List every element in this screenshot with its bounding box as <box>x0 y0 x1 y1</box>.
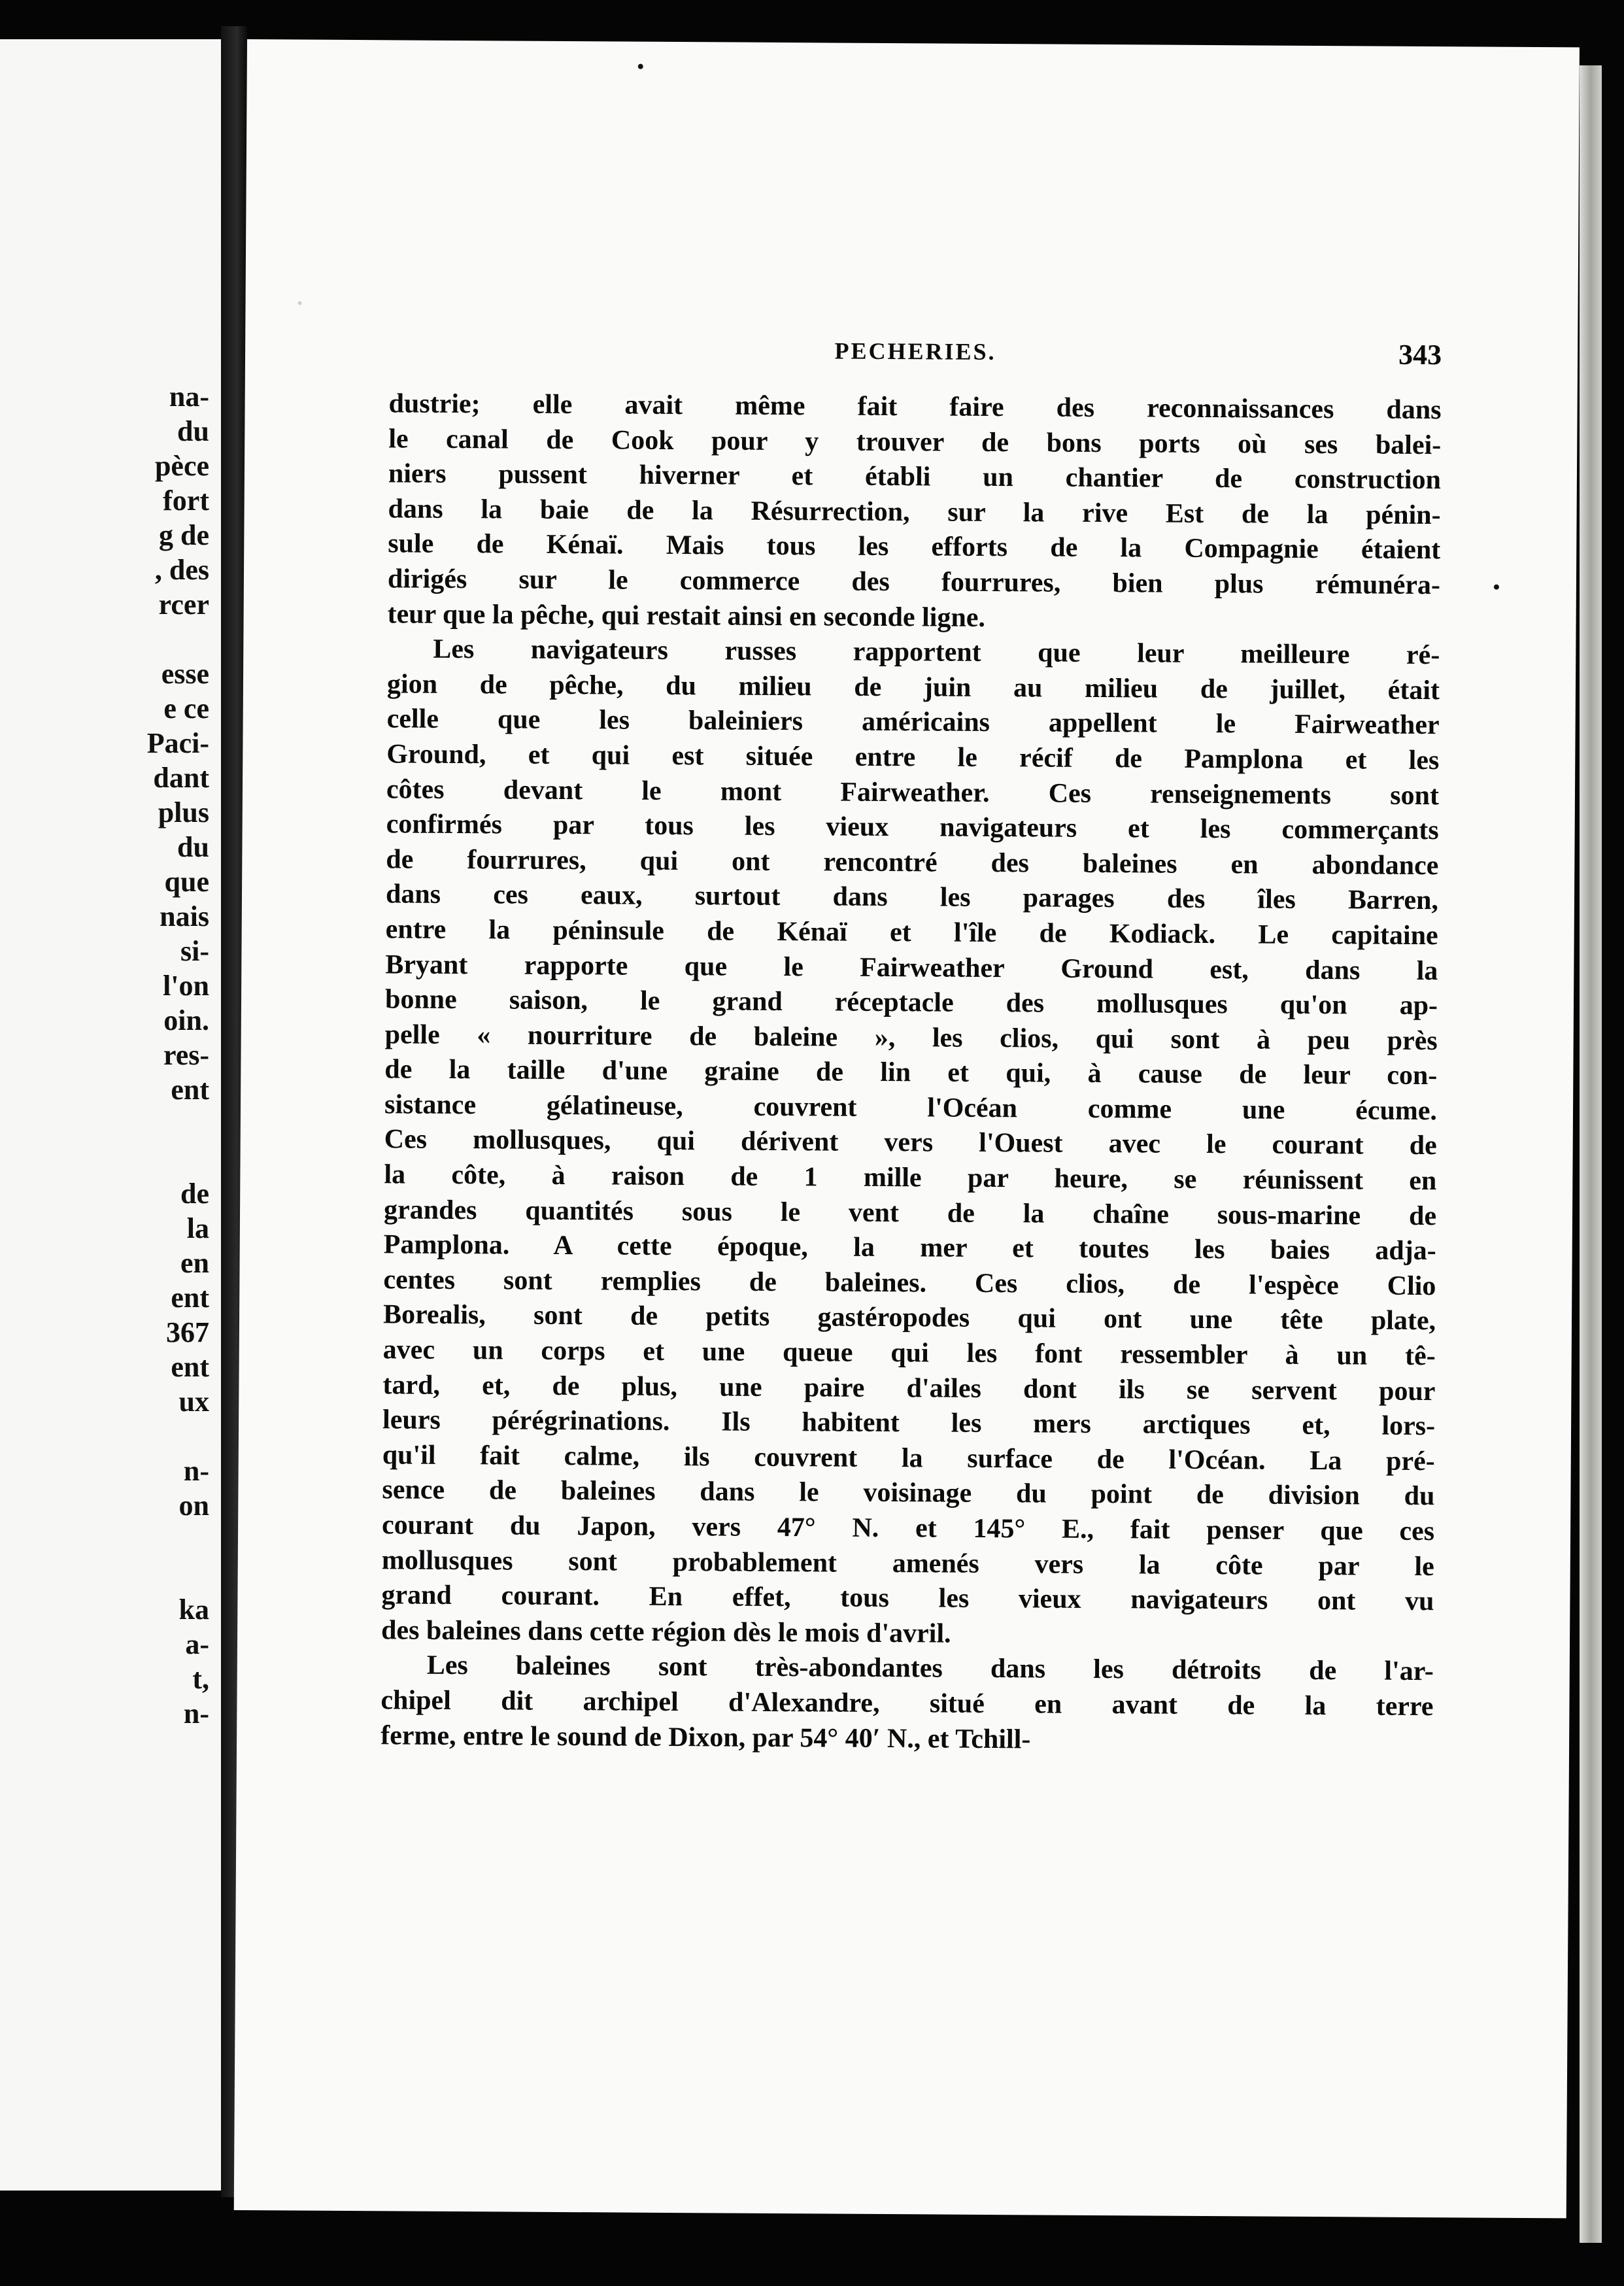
page-number: 343 <box>1398 338 1442 371</box>
text-line: de la taille d'une graine de lin et qui, à cause de leur con- <box>384 1054 1438 1091</box>
text-line: ferme, entre le sound de Dixon, par 54° 40′ N., et Tchill- <box>381 1720 1031 1754</box>
text-line: leurs pérégrinations. Ils habitent les mers arctiques et, lors- <box>382 1405 1436 1442</box>
text-line: gion de pêche, du milieu de juin au milieu de juillet, était <box>386 669 1440 706</box>
left-page-fragment: t, <box>192 1663 209 1695</box>
text-line: sule de Kénaï. Mais tous les efforts de la Compagnie étaient <box>388 528 1441 566</box>
text-line: celle que les baleiniers américains appellent le Fairweather <box>386 704 1440 741</box>
left-page-fragment <box>25 1419 221 1454</box>
left-page-fragment: esse <box>161 658 209 690</box>
text-line: courant du Japon, vers 47° N. et 145° E., fait penser que ces <box>381 1510 1435 1547</box>
left-page-fragment: si- <box>180 935 209 967</box>
ink-speck <box>1494 585 1499 590</box>
text-line: teur que la pêche, qui restait ainsi en seconde ligne. <box>387 598 986 633</box>
running-head-title: PECHERIES. <box>834 337 996 366</box>
text-line: dans ces eaux, surtout dans les parages des îles Barren, <box>385 879 1439 916</box>
body-text <box>381 386 1442 1760</box>
left-page-fragment: nais <box>160 900 209 932</box>
text-line: tard, et, de plus, une paire d'ailes dont ils se servent pour <box>382 1369 1436 1407</box>
left-page-fragment: ka <box>178 1594 209 1626</box>
left-page-fragment: Paci- <box>146 727 209 759</box>
text-line: centes sont remplies de baleines. Ces clios, de l'espèce Clio <box>383 1265 1436 1301</box>
left-page-fragment: e ce <box>163 692 209 725</box>
left-page-fragment: n- <box>183 1455 209 1487</box>
left-page-fragment: 367 <box>166 1316 209 1348</box>
left-page-fragment <box>25 1523 221 1558</box>
text-line: dirigés sur le commerce des fourrures, bien plus rémunéra- <box>387 564 1441 601</box>
paragraph <box>381 1648 1434 1760</box>
left-page-fragment: n- <box>183 1697 209 1730</box>
left-page-fragment: ux <box>178 1386 209 1418</box>
left-page-fragment <box>25 622 221 657</box>
left-page-fragment: du <box>177 415 209 447</box>
left-page-fragment: a- <box>185 1628 209 1660</box>
left-page-fragment: en <box>180 1247 209 1279</box>
left-page-fragment: , des <box>154 554 209 586</box>
text-line: entre la péninsule de Kénaï et l'île de Kodiack. Le capitaine <box>385 914 1438 951</box>
text-line: Borealis, sont de petits gastéropodes qui ont une tête plate, <box>382 1299 1436 1337</box>
left-page-fragment: ent <box>171 1074 209 1106</box>
text-line: Ground, et qui est située entre le récif de Pamplona et les <box>386 739 1440 776</box>
text-line: confirmés par tous les vieux navigateurs et les commerçants <box>386 809 1439 846</box>
text-line: qu'il fait calme, ils couvrent la surface de l'Océan. La pré- <box>382 1440 1435 1476</box>
text-line: bonne saison, le grand réceptacle des mollusques qu'on ap- <box>384 984 1438 1021</box>
left-page-fragment <box>25 1558 221 1592</box>
left-page-fragment: la <box>186 1212 209 1244</box>
running-head <box>389 334 1442 393</box>
text-line: sence de baleines dans le voisinage du point de division du <box>382 1475 1435 1512</box>
left-page-fragment: fort <box>163 485 209 517</box>
left-page <box>0 39 221 2191</box>
left-page-fragment: pèce <box>154 450 209 482</box>
left-page-fragment: que <box>164 866 209 898</box>
text-line: dustrie; elle avait même fait faire des reconnaissances dans <box>388 388 1442 426</box>
left-page-fragment: de <box>180 1178 209 1210</box>
text-line: Les baleines sont très-abondantes dans les détroits de l'ar- <box>426 1650 1434 1687</box>
text-line: côtes devant le mont Fairweather. Ces renseignements sont <box>386 774 1440 811</box>
right-page <box>234 39 1580 2218</box>
left-page-fragment: ent <box>171 1351 209 1383</box>
text-line: chipel dit archipel d'Alexandre, situé en avant de la terre <box>381 1685 1434 1722</box>
paper-speck <box>298 301 302 305</box>
left-page-fragment: l'on <box>163 970 209 1002</box>
page-edge <box>1580 65 1602 2243</box>
text-line: mollusques sont probablement amenés vers la côte par le <box>381 1544 1434 1582</box>
text-line: de fourrures, qui ont rencontré des baleines en abondance <box>386 844 1439 881</box>
text-line: avec un corps et une queue qui les font ressembler à un tê- <box>382 1335 1436 1372</box>
left-page-fragment: dant <box>153 762 209 794</box>
left-page-fragment <box>25 1142 221 1176</box>
ink-speck <box>638 64 643 69</box>
paragraph <box>381 632 1440 1654</box>
text-line: Ces mollusques, qui dérivent vers l'Ouest avec le courant de <box>384 1124 1437 1161</box>
text-line: Pamplona. A cette époque, la mer et toutes les baies adja- <box>383 1229 1436 1267</box>
text-line: la côte, à raison de 1 mille par heure, se réunissent en <box>384 1159 1437 1197</box>
left-page-fragment: plus <box>158 796 209 828</box>
text-line: pelle « nourriture de baleine », les clios, qui sont à peu près <box>384 1019 1438 1056</box>
text-line: Les navigateurs russes rapportent que leur meilleure ré- <box>433 634 1440 671</box>
left-page-fragment <box>25 1107 221 1142</box>
left-page-fragment: na- <box>169 381 209 413</box>
left-page-fragment: g de <box>159 519 209 551</box>
left-page-fragment: res- <box>163 1039 209 1071</box>
left-page-fragment: oin. <box>163 1004 209 1036</box>
text-line: grandes quantités sous le vent de la chaîne sous-marine de <box>383 1194 1437 1231</box>
text-line: sistance gélatineuse, couvrent l'Océan comme une écume. <box>384 1089 1438 1127</box>
left-page-fragment: du <box>177 831 209 863</box>
paragraph <box>387 386 1441 638</box>
left-page-text-fragments <box>25 379 221 1731</box>
text-block <box>381 334 1442 1760</box>
left-page-fragment: rcer <box>158 589 209 621</box>
text-line: niers pussent hiverner et établi un chantier de construction <box>388 458 1442 496</box>
text-line: grand courant. En effet, tous les vieux navigateurs ont vu <box>381 1580 1434 1617</box>
text-line: dans la baie de la Résurrection, sur la rive Est de la pénin- <box>388 494 1441 530</box>
text-line: le canal de Cook pour y trouver de bons ports où ses balei- <box>388 423 1442 460</box>
left-page-fragment: on <box>178 1490 209 1522</box>
text-line: des baleines dans cette région dès le mois d'avril. <box>381 1615 951 1649</box>
text-line: Bryant rapporte que le Fairweather Ground est, dans la <box>385 949 1438 986</box>
left-page-fragment: ent <box>171 1282 209 1314</box>
